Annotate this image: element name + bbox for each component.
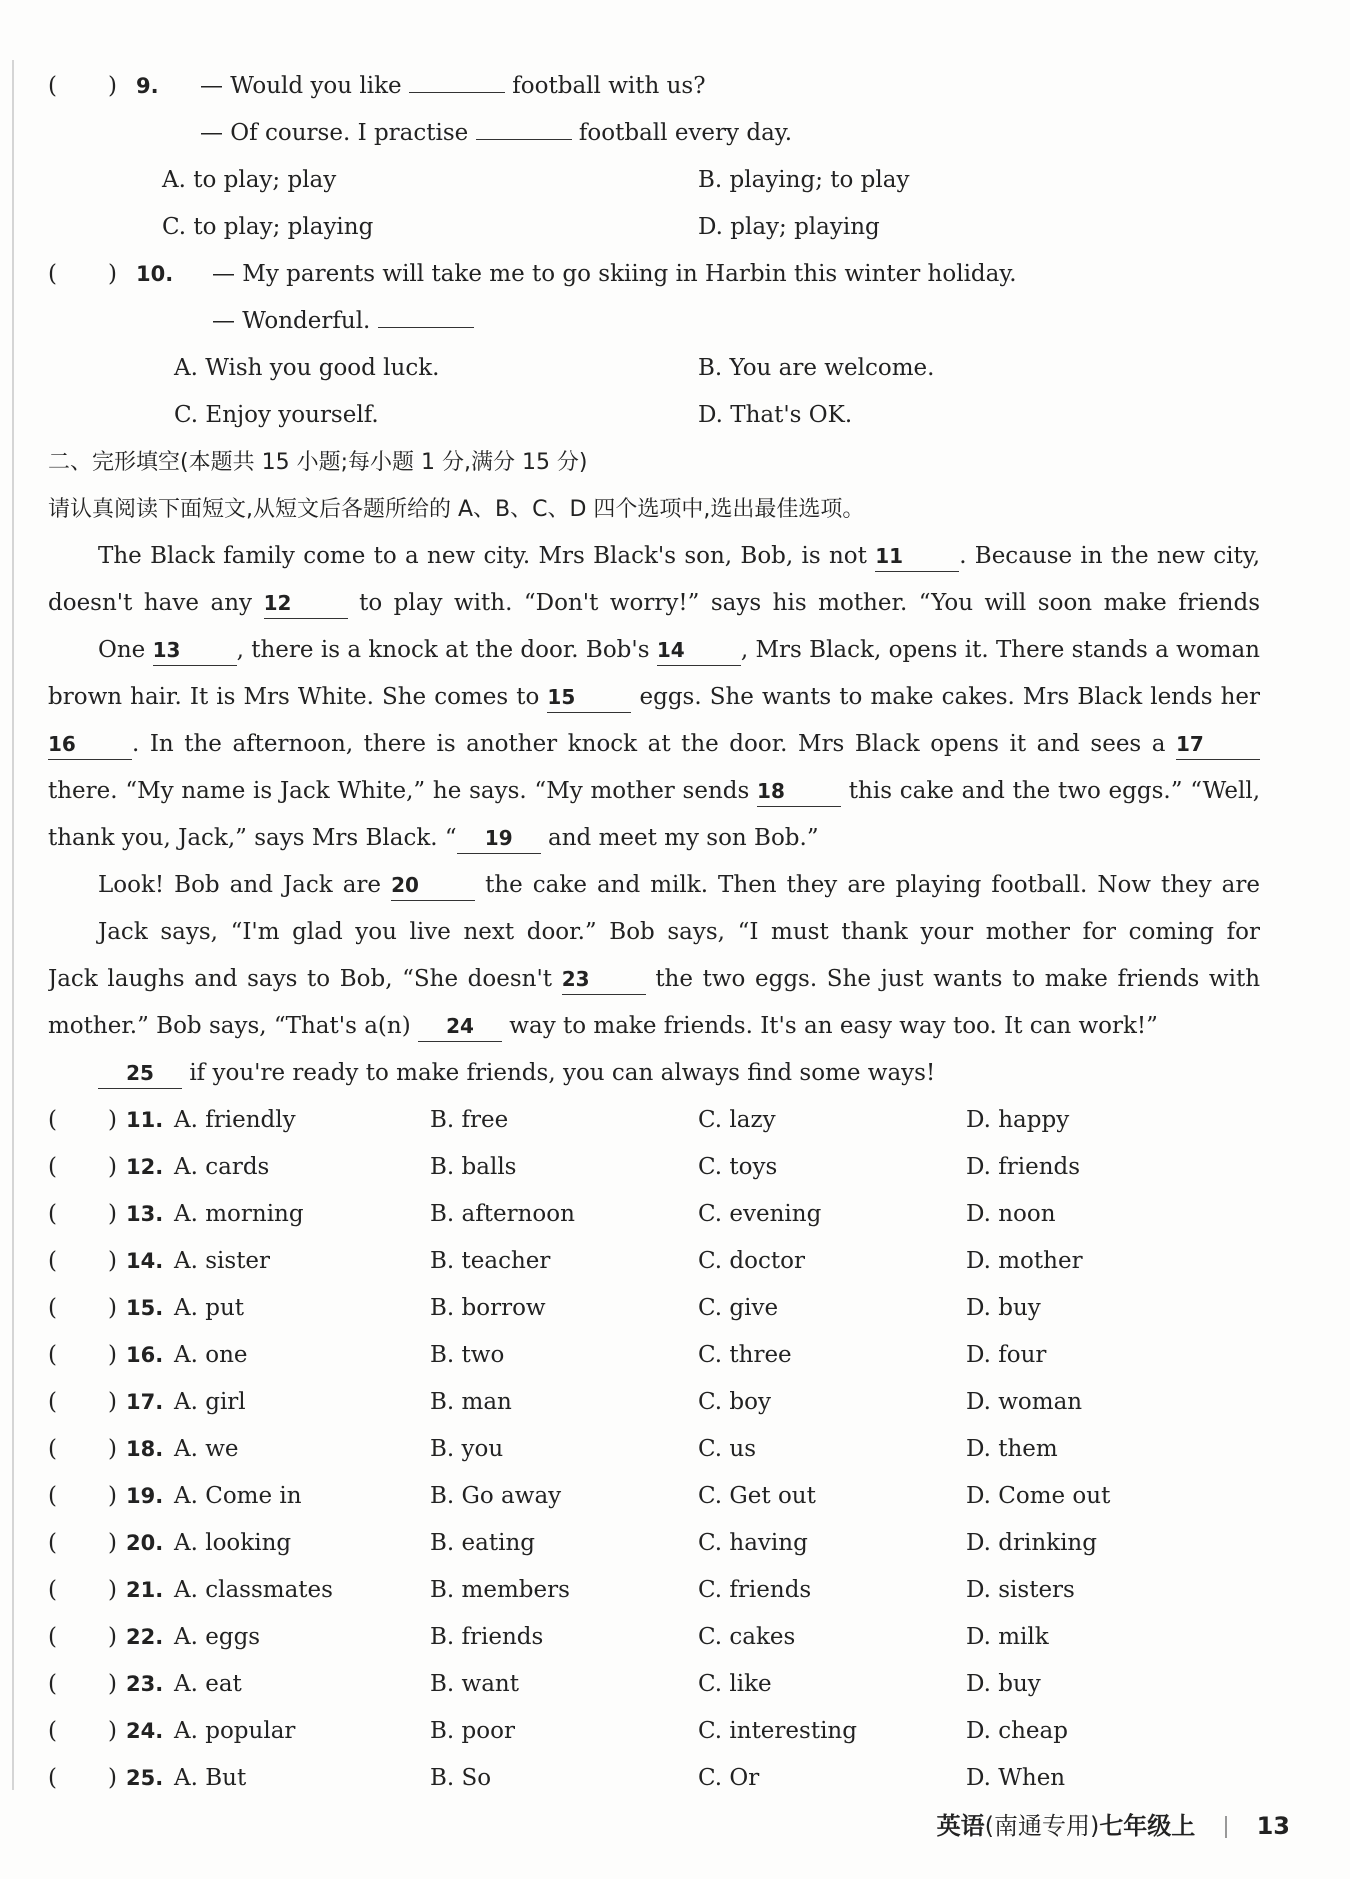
option-c: C. cakes <box>698 1624 796 1650</box>
blank-19: 19 <box>457 823 541 854</box>
answer-paren-open: ( <box>48 1577 57 1603</box>
choice-row <box>48 1285 1260 1332</box>
option-c: C. toys <box>698 1154 778 1180</box>
answer-paren-close: ) <box>108 1342 117 1368</box>
choice-row <box>48 1332 1260 1379</box>
option-d: D. them <box>966 1436 1058 1462</box>
option-c: C. doctor <box>698 1248 805 1274</box>
option-a: A. morning <box>174 1201 304 1227</box>
choice-row <box>48 1379 1260 1426</box>
answer-paren-close: ) <box>108 1107 117 1133</box>
passage-text: mother.” Bob says, “That's a(n) <box>48 1013 411 1039</box>
question-number: 18. <box>126 1437 164 1461</box>
choice-row <box>48 1708 1260 1755</box>
answer-paren-open: ( <box>48 1248 57 1274</box>
answer-paren-close: ) <box>108 1671 117 1697</box>
choice-row <box>48 1238 1260 1285</box>
option-a: A. girl <box>174 1389 246 1415</box>
option-a: A. cards <box>174 1154 270 1180</box>
option-d: D. mother <box>966 1248 1083 1274</box>
option-d: D. woman <box>966 1389 1083 1415</box>
answer-paren-close: ) <box>108 1389 117 1415</box>
question-10-options-row-2 <box>48 392 1260 439</box>
question-number: 21. <box>126 1578 164 1602</box>
option-d: D. four <box>966 1342 1047 1368</box>
choice-row <box>48 1614 1260 1661</box>
passage-line <box>48 862 1260 909</box>
question-number: 25. <box>126 1766 164 1790</box>
question-9-options-row-1 <box>48 157 1260 204</box>
option-d: D. When <box>966 1765 1066 1791</box>
option-c: C. like <box>698 1671 772 1697</box>
question-text <box>200 110 792 157</box>
page-footer <box>937 1806 1290 1846</box>
option-a: A. eat <box>174 1671 242 1697</box>
passage-line <box>48 909 1260 956</box>
passage-text: doesn't have any <box>48 590 253 616</box>
blank-23: 23 <box>562 964 646 995</box>
answer-paren-open: ( <box>48 73 57 99</box>
passage-line <box>48 627 1260 674</box>
page-number: 13 <box>1256 1812 1290 1840</box>
question-text <box>212 298 474 345</box>
question-number: 10. <box>136 262 174 286</box>
question-number: 13. <box>126 1202 164 1226</box>
answer-paren-open: ( <box>48 1342 57 1368</box>
question-text <box>200 63 706 110</box>
question-text-part: — Wonderful. <box>212 308 371 334</box>
option-a: A. eggs <box>174 1624 261 1650</box>
passage-text: eggs. She wants to make cakes. Mrs Black lends her <box>639 684 1260 710</box>
option-d: D. That's OK. <box>698 402 853 428</box>
option-d: D. cheap <box>966 1718 1068 1744</box>
answer-paren-close: ) <box>108 1577 117 1603</box>
question-9-line-2 <box>48 110 1260 157</box>
blank-11: 11 <box>875 541 959 572</box>
option-b: B. want <box>430 1671 519 1697</box>
passage-text: the two eggs. She just wants to make friends with <box>655 966 1260 992</box>
passage-text: this cake and the two eggs.” “Well, <box>848 778 1260 804</box>
answer-paren-open: ( <box>48 1624 57 1650</box>
blank-15: 15 <box>547 682 631 713</box>
answer-paren-close: ) <box>108 1624 117 1650</box>
answer-blank <box>378 301 474 328</box>
answer-paren-close: ) <box>108 1201 117 1227</box>
option-a: A. one <box>174 1342 248 1368</box>
passage-text: if you're ready to make friends, you can always find some ways! <box>189 1060 936 1086</box>
option-b: B. poor <box>430 1718 515 1744</box>
option-b: B. afternoon <box>430 1201 575 1227</box>
answer-paren-open: ( <box>48 1718 57 1744</box>
choice-row <box>48 1097 1260 1144</box>
option-a: A. popular <box>174 1718 296 1744</box>
answer-blank <box>476 113 572 140</box>
passage-text: way to make friends. It's an easy way too. It can work!” <box>509 1013 1158 1039</box>
section-instruction: 请认真阅读下面短文,从短文后各题所给的 A、B、C、D 四个选项中,选出最佳选项。 <box>48 497 865 522</box>
passage-text: Jack laughs and says to Bob, “She doesn't <box>48 966 553 992</box>
passage-text: . Because in the new city, <box>959 543 1260 569</box>
option-c: C. Enjoy yourself. <box>174 402 379 428</box>
option-b: B. members <box>430 1577 570 1603</box>
option-a: A. friendly <box>174 1107 296 1133</box>
question-number: 14. <box>126 1249 164 1273</box>
option-b: B. borrow <box>430 1295 546 1321</box>
option-b: B. So <box>430 1765 492 1791</box>
choice-row <box>48 1426 1260 1473</box>
answer-paren-open: ( <box>48 1107 57 1133</box>
section-title: 二、完形填空(本题共 15 小题;每小题 1 分,满分 15 分) <box>48 450 588 475</box>
passage-text: One <box>98 637 146 663</box>
answer-blank <box>409 66 505 93</box>
option-a: A. sister <box>174 1248 271 1274</box>
question-number: 20. <box>126 1531 164 1555</box>
option-d: D. happy <box>966 1107 1070 1133</box>
option-c: C. three <box>698 1342 792 1368</box>
answer-paren-open: ( <box>48 1295 57 1321</box>
binding-margin-line <box>12 60 14 1790</box>
answer-paren-open: ( <box>48 1483 57 1509</box>
choice-row <box>48 1191 1260 1238</box>
option-c: C. lazy <box>698 1107 776 1133</box>
option-d: D. noon <box>966 1201 1056 1227</box>
question-number: 23. <box>126 1672 164 1696</box>
answer-paren-close: ) <box>108 73 117 99</box>
option-a: A. But <box>174 1765 247 1791</box>
choice-row <box>48 1661 1260 1708</box>
passage-text: and meet my son Bob.” <box>548 825 819 851</box>
blank-12: 12 <box>264 588 348 619</box>
passage-line <box>48 580 1260 627</box>
question-number: 22. <box>126 1625 164 1649</box>
question-10-line-1 <box>48 251 1260 298</box>
blank-16: 16 <box>48 729 132 760</box>
blank-18: 18 <box>757 776 841 807</box>
passage-text: Jack says, “I'm glad you live next door.” Bob says, “I must thank your mother for coming for <box>98 919 1260 945</box>
option-c: C. Get out <box>698 1483 816 1509</box>
option-d: D. milk <box>966 1624 1049 1650</box>
question-9-options-row-2 <box>48 204 1260 251</box>
passage-text: thank you, Jack,” says Mrs Black. “ <box>48 825 457 851</box>
answer-paren-close: ) <box>108 1248 117 1274</box>
passage-line <box>48 768 1260 815</box>
answer-paren-open: ( <box>48 1436 57 1462</box>
choice-row <box>48 1520 1260 1567</box>
passage-line <box>48 533 1260 580</box>
question-number: 16. <box>126 1343 164 1367</box>
option-a: A. Wish you good luck. <box>174 355 440 381</box>
answer-paren-open: ( <box>48 1389 57 1415</box>
question-number: 19. <box>126 1484 164 1508</box>
option-c: C. us <box>698 1436 757 1462</box>
option-d: D. Come out <box>966 1483 1111 1509</box>
passage-text: brown hair. It is Mrs White. She comes to <box>48 684 540 710</box>
passage-line <box>48 815 1260 862</box>
option-a: A. put <box>174 1295 245 1321</box>
option-b: B. teacher <box>430 1248 551 1274</box>
option-a: A. Come in <box>174 1483 302 1509</box>
question-number: 17. <box>126 1390 164 1414</box>
blank-17: 17 <box>1176 729 1260 760</box>
answer-paren-close: ) <box>108 1765 117 1791</box>
option-d: D. drinking <box>966 1530 1097 1556</box>
option-b: B. you <box>430 1436 504 1462</box>
option-d: D. play; playing <box>698 214 880 240</box>
option-b: B. playing; to play <box>698 167 910 193</box>
footer-subject: 英语 <box>936 1812 985 1840</box>
answer-paren-open: ( <box>48 1671 57 1697</box>
passage-text: The Black family come to a new city. Mrs Black's son, Bob, is not <box>98 543 867 569</box>
answer-paren-open: ( <box>48 1765 57 1791</box>
choice-row <box>48 1144 1260 1191</box>
option-a: A. we <box>174 1436 239 1462</box>
question-9-line-1 <box>48 63 1260 110</box>
answer-paren-close: ) <box>108 261 117 287</box>
option-d: D. friends <box>966 1154 1081 1180</box>
question-text-part: — Of course. I practise <box>200 120 469 146</box>
option-c: C. give <box>698 1295 779 1321</box>
passage-line <box>48 721 1260 768</box>
option-a: A. looking <box>174 1530 292 1556</box>
option-c: C. having <box>698 1530 808 1556</box>
question-number: 24. <box>126 1719 164 1743</box>
blank-20: 20 <box>391 870 475 901</box>
answer-paren-close: ) <box>108 1718 117 1744</box>
option-b: B. eating <box>430 1530 535 1556</box>
answer-paren-close: ) <box>108 1154 117 1180</box>
passage-line <box>48 674 1260 721</box>
footer-grade: 七年级上 <box>1099 1812 1196 1840</box>
answer-paren-close: ) <box>108 1483 117 1509</box>
passage-line <box>48 956 1260 1003</box>
option-b: B. free <box>430 1107 509 1133</box>
passage-text: , there is a knock at the door. Bob's <box>236 637 650 663</box>
blank-13: 13 <box>153 635 237 666</box>
option-d: D. buy <box>966 1295 1041 1321</box>
option-d: D. buy <box>966 1671 1041 1697</box>
answer-paren-open: ( <box>48 1201 57 1227</box>
question-text-part: football with us? <box>512 73 706 99</box>
passage-line <box>48 1003 1260 1050</box>
option-c: C. Or <box>698 1765 760 1791</box>
option-c: C. evening <box>698 1201 822 1227</box>
option-c: C. friends <box>698 1577 812 1603</box>
option-a: A. to play; play <box>162 167 337 193</box>
answer-paren-open: ( <box>48 261 57 287</box>
footer-divider <box>1225 1816 1227 1838</box>
blank-14: 14 <box>657 635 741 666</box>
question-number: 9. <box>136 74 159 98</box>
option-b: B. man <box>430 1389 512 1415</box>
passage-text: the cake and milk. Then they are playing football. Now they are <box>485 872 1260 898</box>
answer-paren-open: ( <box>48 1154 57 1180</box>
option-b: B. Go away <box>430 1483 562 1509</box>
option-a: A. classmates <box>174 1577 333 1603</box>
question-number: 11. <box>126 1108 164 1132</box>
passage-text: there. “My name is Jack White,” he says. “My mother sends <box>48 778 750 804</box>
passage-text: , Mrs Black, opens it. There stands a woman <box>740 637 1260 663</box>
footer-edition: (南通专用) <box>984 1812 1100 1840</box>
option-b: B. two <box>430 1342 505 1368</box>
option-d: D. sisters <box>966 1577 1075 1603</box>
passage-text: Look! Bob and Jack are <box>98 872 382 898</box>
choice-row <box>48 1473 1260 1520</box>
question-10-options-row-1 <box>48 345 1260 392</box>
question-text: — My parents will take me to go skiing in Harbin this winter holiday. <box>212 261 1017 287</box>
option-c: C. to play; playing <box>162 214 374 240</box>
question-10-line-2 <box>48 298 1260 345</box>
blank-25: 25 <box>98 1058 182 1089</box>
question-text-part: — Would you like <box>200 73 402 99</box>
answer-paren-open: ( <box>48 1530 57 1556</box>
passage-line <box>48 1050 1260 1097</box>
option-b: B. You are welcome. <box>698 355 935 381</box>
option-c: C. boy <box>698 1389 771 1415</box>
option-b: B. balls <box>430 1154 517 1180</box>
passage-text: . In the afternoon, there is another knock at the door. Mrs Black opens it and sees a <box>132 731 1166 757</box>
option-b: B. friends <box>430 1624 544 1650</box>
option-c: C. interesting <box>698 1718 857 1744</box>
question-number: 12. <box>126 1155 164 1179</box>
answer-paren-close: ) <box>108 1530 117 1556</box>
choice-row <box>48 1755 1260 1802</box>
passage-text: to play with. “Don't worry!” says his mother. “You will soon make friends <box>359 590 1260 616</box>
blank-24: 24 <box>418 1011 502 1042</box>
question-number: 15. <box>126 1296 164 1320</box>
answer-paren-close: ) <box>108 1295 117 1321</box>
choice-row <box>48 1567 1260 1614</box>
question-text-part: football every day. <box>578 120 793 146</box>
answer-paren-close: ) <box>108 1436 117 1462</box>
